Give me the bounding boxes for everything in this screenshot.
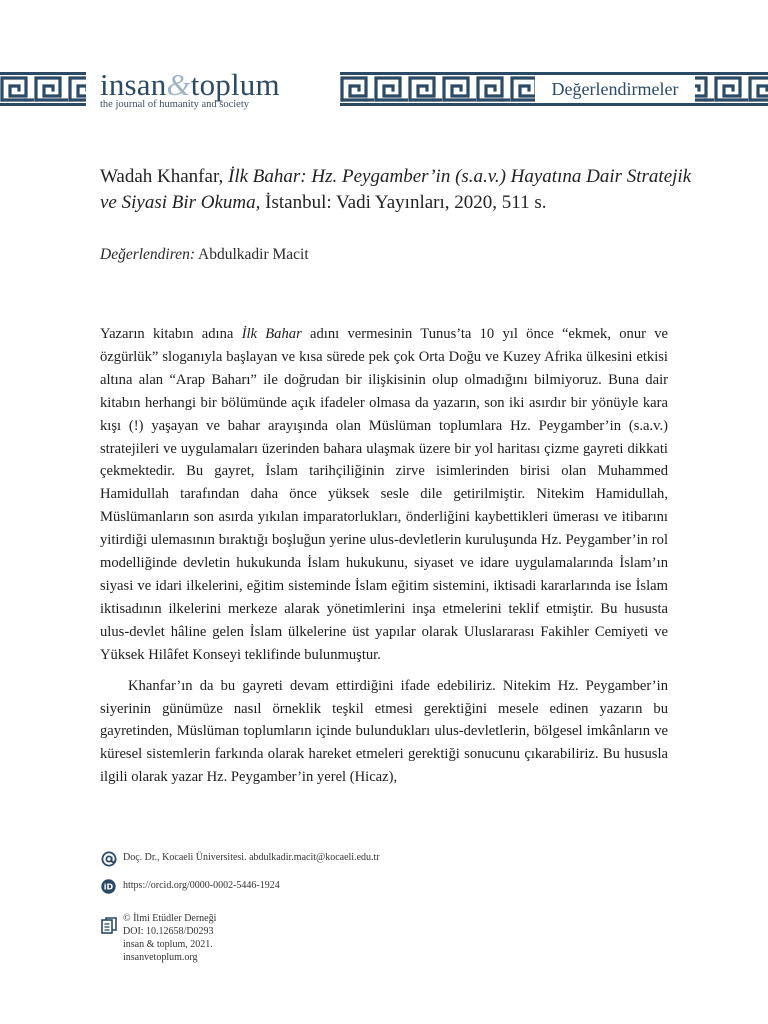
brand-word-insan: insan xyxy=(100,67,167,102)
brand-ampersand: & xyxy=(166,67,191,102)
paragraph-1-italic: İlk Bahar xyxy=(241,326,302,342)
journal-year-text: insan & toplum, 2021. xyxy=(123,939,213,950)
footer-orcid xyxy=(101,879,501,895)
affiliation-text: Doç. Dr., Kocaeli Üniversitesi. abdulkadir.macit@kocaeli.edu.tr xyxy=(123,852,380,863)
orcid-icon xyxy=(101,879,116,894)
at-sign-icon xyxy=(101,851,117,867)
copyright-text: © İlmi Etüdler Derneği xyxy=(123,913,217,924)
document-copy-icon xyxy=(101,917,118,935)
book-publication: İstanbul: Vadi Yayınları, 2020, 511 s. xyxy=(260,192,547,213)
paragraph-1-rest: adını vermesinin Tunus’ta 10 yıl önce “ekmek, onur ve özgürlük” sloganıyla başlayan ve kısa sürede pek çok Orta Doğu ve Kuzey Afrika ülkesini etkisi altına alan “Arap Baharı” ile doğrudan bir ilişkisinin olup olmadığını bilmiyoruz. Buna dair kitabın herhangi bir bölümünde açık ifadeler olmasa da yazarın, son iki asırdır bir yönüyle kara kışı (!) yaşayan ve bahar arayışında olan Müslüman toplumlara Hz. Peygamber’in (s.a.v.) stratejileri ve uygulamaları üzerinden bahara ulaşmak üzere bir yol haritası çizme gayreti dikkati çekmektedir. Bu gayret, İslam tarihçiliğinin zirve isimlerinden birisi olan Muhammed Hamidullah tarafından daha önce yüksek sesle dile getirilmiştir. Nitekim Hamidullah, Müslümanların son asırda yıkılan imparatorlukları, önderliğini kaybettikleri ümerası ve itibarını yitirdiği ulemasının bıraktığı boşluğun yerine ulus-devletlerin kuruluşunda Hz. Peygamber’in rol modelliğinde devletin hukukunda İslam hukukunu, siyaset ve idare uygulamalarında İslam’ın siyasi ve idari ilkelerini, eğitim sisteminde İslam eğitim sistemini, iktisadi kararlarında ise İslam iktisadının ilkelerini merkeze alarak yönetimlerini inşa etmelerini teklif etmiştir. Bu hususta ulus-devlet hâline gelen İslam ülkelerine üst yapılar olarak Uluslararası Fakihler Cemiyeti ve Yüksek Hilâfet Konseyi teklifinde bulunmuştur. xyxy=(100,326,669,663)
section-label: Değerlendirmeler xyxy=(535,75,695,103)
footer-affiliation xyxy=(101,851,501,867)
website-link[interactable]: insanvetoplum.org xyxy=(123,952,198,963)
paragraph-1 xyxy=(100,323,668,667)
book-reference xyxy=(100,164,700,216)
review-body xyxy=(100,323,668,789)
brand-word-toplum: toplum xyxy=(190,67,280,102)
book-title: İlk Bahar: Hz. Peygamber’in (s.a.v.) Hayatına Dair Stratejik ve Siyasi Bir Okuma, xyxy=(100,166,692,213)
journal-subtitle: the journal of humanity and society xyxy=(100,99,250,110)
doi-text: DOI: 10.12658/D0293 xyxy=(123,926,214,937)
orcid-link[interactable]: https://orcid.org/0000-0002-5446-1924 xyxy=(123,880,280,891)
reviewer-line xyxy=(100,246,309,264)
paragraph-2: Khanfar’ın da bu gayreti devam ettirdiğini ifade edebiliriz. Nitekim Hz. Peygamber’in siyerinin günümüze nasıl örneklik teşkil etmesi gerektiğini mesele edinen yazarın bu gayretinden, Müslüman toplumların içinde bulundukları ulus-devletlerin, bölgesel imkânların ve küresel sistemlerin farkında olarak hareket etmeleri gerektiği sonucunu çıkarabiliriz. Bu hususla ilgili olarak yazar Hz. Peygamber’in yerel (Hicaz), xyxy=(100,677,668,786)
paragraph-1-start: Yazarın kitabın adına xyxy=(100,326,242,342)
footer-publication-info xyxy=(101,913,401,969)
reviewer-name: Abdulkadir Macit xyxy=(194,246,309,263)
reviewer-label: Değerlendiren: xyxy=(100,246,195,263)
svg-text:iD: iD xyxy=(103,882,114,892)
journal-title xyxy=(100,67,280,102)
book-author: Wadah Khanfar, xyxy=(100,166,229,187)
greek-key-border-left xyxy=(0,72,86,106)
journal-logo xyxy=(100,67,280,110)
